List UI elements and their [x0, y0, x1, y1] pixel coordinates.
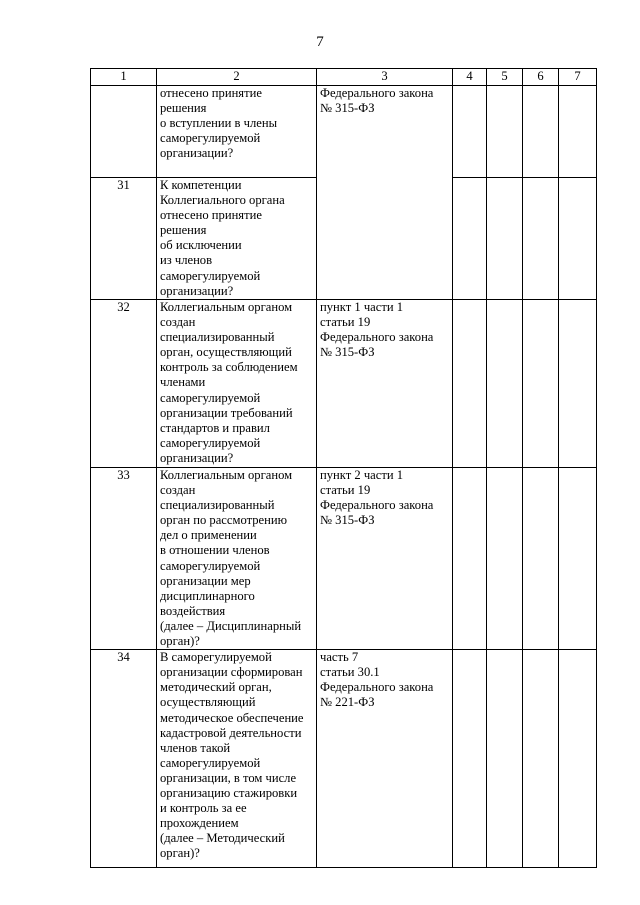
basis-line: Федерального закона: [320, 498, 434, 513]
question-line: специализированный: [160, 330, 275, 345]
basis-line: Федерального закона: [320, 330, 434, 345]
question-line: о вступлении в члены: [160, 116, 278, 131]
answer-cell-4: [453, 468, 487, 650]
basis-line: № 315-ФЗ: [320, 345, 375, 360]
answer-cell-5: [487, 86, 523, 178]
question-line: саморегулируемой: [160, 131, 261, 146]
answer-cell-6: [523, 650, 559, 868]
header-col-7: 7: [559, 69, 597, 86]
question-line: Коллегиального органа: [160, 193, 285, 208]
header-col-4: 4: [453, 69, 487, 86]
question-line: методическое обеспечение: [160, 710, 304, 725]
legal-basis-cell: [317, 300, 453, 468]
question-line: организации, в том числе: [160, 770, 297, 785]
question-line: Коллегиальным органом: [160, 300, 293, 314]
answer-cell-4: [453, 650, 487, 868]
question-cell: [157, 86, 317, 178]
page-number: 7: [316, 34, 324, 50]
question-line: из членов: [160, 253, 213, 268]
question-line: воздействия: [160, 603, 226, 618]
question-line: (далее – Дисциплинарный: [160, 618, 302, 633]
question-line: саморегулируемой: [160, 268, 261, 283]
answer-cell-5: [487, 468, 523, 650]
legal-basis-cell: [317, 650, 453, 868]
question-line: орган)?: [160, 846, 200, 861]
legal-basis-cell: [317, 468, 453, 650]
question-line: отнесено принятие: [160, 208, 262, 223]
basis-line: пункт 2 части 1: [320, 468, 404, 482]
header-col-1: 1: [91, 69, 157, 86]
answer-cell-6: [523, 86, 559, 178]
question-line: членов такой: [160, 740, 231, 755]
basis-line: Федерального закона: [320, 86, 434, 100]
table-row: [91, 468, 597, 650]
question-line: дисциплинарного: [160, 588, 255, 603]
row-number: [91, 86, 157, 178]
question-line: членами: [160, 375, 206, 390]
question-line: саморегулируемой: [160, 435, 261, 450]
question-line: Коллегиальным органом: [160, 468, 293, 482]
question-line: организации мер: [160, 573, 251, 588]
header-col-2: 2: [157, 69, 317, 86]
checklist-table: [90, 68, 597, 868]
answer-cell-4: [453, 178, 487, 300]
question-line: саморегулируемой: [160, 390, 261, 405]
basis-line: часть 7: [320, 650, 359, 665]
question-line: осуществляющий: [160, 695, 256, 710]
header-col-6: 6: [523, 69, 559, 86]
answer-cell-4: [453, 300, 487, 468]
row-number: 32: [91, 300, 157, 468]
basis-line: № 221-ФЗ: [320, 695, 375, 710]
question-line: организации?: [160, 146, 234, 161]
table-header-row: [91, 69, 597, 86]
header-col-5: 5: [487, 69, 523, 86]
question-line: специализированный: [160, 498, 275, 513]
answer-cell-6: [523, 468, 559, 650]
question-line: дел о применении: [160, 528, 257, 543]
question-cell: [157, 650, 317, 868]
question-cell: [157, 300, 317, 468]
answer-cell-5: [487, 650, 523, 868]
question-line: организации сформирован: [160, 665, 303, 680]
question-line: (далее – Методический: [160, 831, 285, 846]
answer-cell-7: [559, 468, 597, 650]
answer-cell-5: [487, 178, 523, 300]
question-line: саморегулируемой: [160, 755, 261, 770]
legal-basis-cell: [317, 86, 453, 300]
basis-line: статьи 19: [320, 483, 371, 498]
question-line: контроль за соблюдением: [160, 360, 298, 375]
answer-cell-7: [559, 86, 597, 178]
basis-line: Федерального закона: [320, 680, 434, 695]
question-line: отнесено принятие: [160, 86, 262, 100]
answer-cell-7: [559, 650, 597, 868]
question-line: стандартов и правил: [160, 420, 270, 435]
question-line: саморегулируемой: [160, 558, 261, 573]
answer-cell-4: [453, 86, 487, 178]
question-line: и контроль за ее: [160, 801, 247, 816]
basis-line: № 315-ФЗ: [320, 101, 375, 116]
question-line: решения: [160, 223, 207, 238]
basis-line: статьи 19: [320, 315, 371, 330]
question-line: об исключении: [160, 238, 242, 253]
question-line: орган)?: [160, 634, 200, 649]
answer-cell-5: [487, 300, 523, 468]
answer-cell-7: [559, 178, 597, 300]
question-line: в отношении членов: [160, 543, 270, 558]
question-line: организации?: [160, 450, 234, 465]
question-cell: [157, 468, 317, 650]
table-row: [91, 650, 597, 868]
question-line: К компетенции: [160, 178, 242, 192]
question-line: орган, осуществляющий: [160, 345, 292, 360]
table-row: [91, 300, 597, 468]
table-row: [91, 86, 597, 178]
question-line: создан: [160, 483, 196, 498]
question-line: методический орган,: [160, 680, 272, 695]
question-line: создан: [160, 315, 196, 330]
question-line: прохождением: [160, 816, 239, 831]
answer-cell-6: [523, 178, 559, 300]
question-cell: [157, 178, 317, 300]
answer-cell-7: [559, 300, 597, 468]
question-line: орган по рассмотрению: [160, 513, 288, 528]
row-number: 31: [91, 178, 157, 300]
question-line: организации?: [160, 283, 234, 298]
question-line: организации требований: [160, 405, 293, 420]
question-line: решения: [160, 101, 207, 116]
question-line: организацию стажировки: [160, 785, 298, 800]
answer-cell-6: [523, 300, 559, 468]
basis-line: пункт 1 части 1: [320, 300, 404, 314]
basis-line: № 315-ФЗ: [320, 513, 375, 528]
question-line: кадастровой деятельности: [160, 725, 302, 740]
question-line: В саморегулируемой: [160, 650, 272, 665]
row-number: 33: [91, 468, 157, 650]
row-number: 34: [91, 650, 157, 868]
basis-line: статьи 30.1: [320, 665, 380, 680]
header-col-3: 3: [317, 69, 453, 86]
